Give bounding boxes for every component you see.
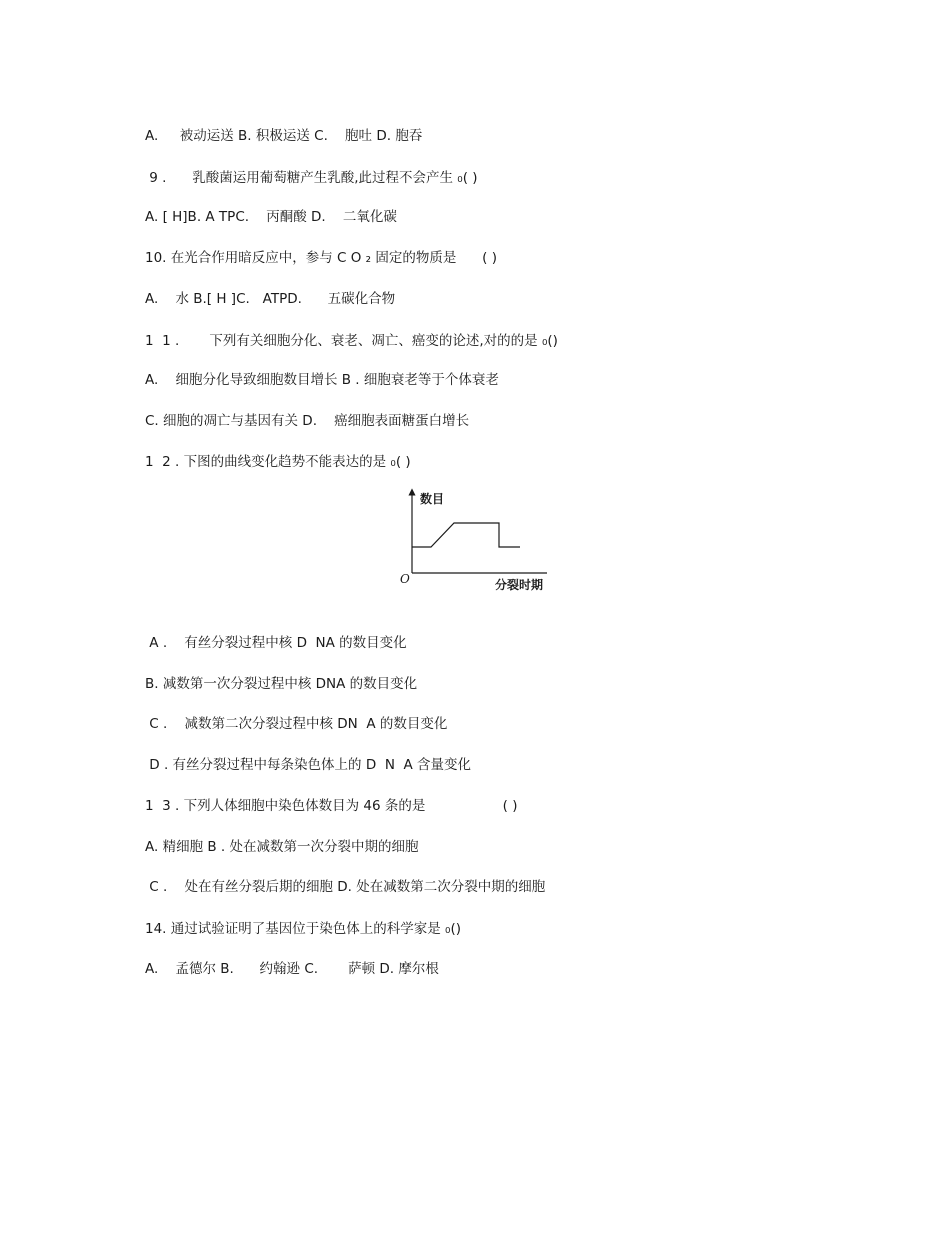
curve-figure bbox=[392, 485, 562, 600]
q12-option-d: D . 有丝分裂过程中每条染色体上的 D N A 含量变化 bbox=[145, 757, 472, 773]
origin-label: O bbox=[400, 572, 410, 586]
q11-stem: 1 1 . 下列有关细胞分化、衰老、凋亡、癌变的论述,对的的是 ₀() bbox=[145, 333, 558, 349]
q11-options-cd: C. 细胞的凋亡与基因有关 D. 癌细胞表面糖蛋白增长 bbox=[145, 413, 470, 429]
q9-options: A. [ H]B. A TPC. 丙酮酸 D. 二氧化碳 bbox=[145, 209, 397, 225]
curve-line bbox=[412, 523, 520, 547]
q11-options-ab: A. 细胞分化导致细胞数目增长 B . 细胞衰老等于个体衰老 bbox=[145, 372, 499, 388]
y-axis-label: 数目 bbox=[420, 492, 445, 506]
q10-options: A. 水 B.[ H ]C. ATPD. 五碳化合物 bbox=[145, 291, 396, 307]
q13-options-cd: C . 处在有丝分裂后期的细胞 D. 处在减数第二次分裂中期的细胞 bbox=[145, 879, 546, 895]
q12-option-a: A . 有丝分裂过程中核 D NA 的数目变化 bbox=[145, 635, 407, 651]
q12-option-b: B. 减数第一次分裂过程中核 DNA 的数目变化 bbox=[145, 676, 418, 692]
q10-stem: 10. 在光合作用暗反应中，参与 C O ₂ 固定的物质是 ( ) bbox=[145, 250, 497, 266]
q13-stem: 1 3 . 下列人体细胞中染色体数目为 46 条的是 ( ) bbox=[145, 798, 518, 814]
q14-options: A. 孟德尔 B. 约翰逊 C. 萨顿 D. 摩尔根 bbox=[145, 961, 439, 977]
q13-options-ab: A. 精细胞 B . 处在减数第一次分裂中期的细胞 bbox=[145, 839, 419, 855]
q12-option-c: C . 减数第二次分裂过程中核 DN A 的数目变化 bbox=[145, 716, 448, 732]
q12-stem: 1 2 . 下图的曲线变化趋势不能表达的是 ₀( ) bbox=[145, 454, 411, 470]
q9-stem: 9 . 乳酸菌运用葡萄糖产生乳酸,此过程不会产生 ₀( ) bbox=[145, 170, 478, 186]
q8-options: A. 被动运送 B. 积极运送 C. 胞吐 D. 胞吞 bbox=[145, 128, 423, 144]
q14-stem: 14. 通过试验证明了基因位于染色体上的科学家是 ₀() bbox=[145, 921, 461, 937]
x-axis-label: 分裂时期 bbox=[495, 578, 544, 592]
curve-figure-svg bbox=[392, 485, 562, 600]
